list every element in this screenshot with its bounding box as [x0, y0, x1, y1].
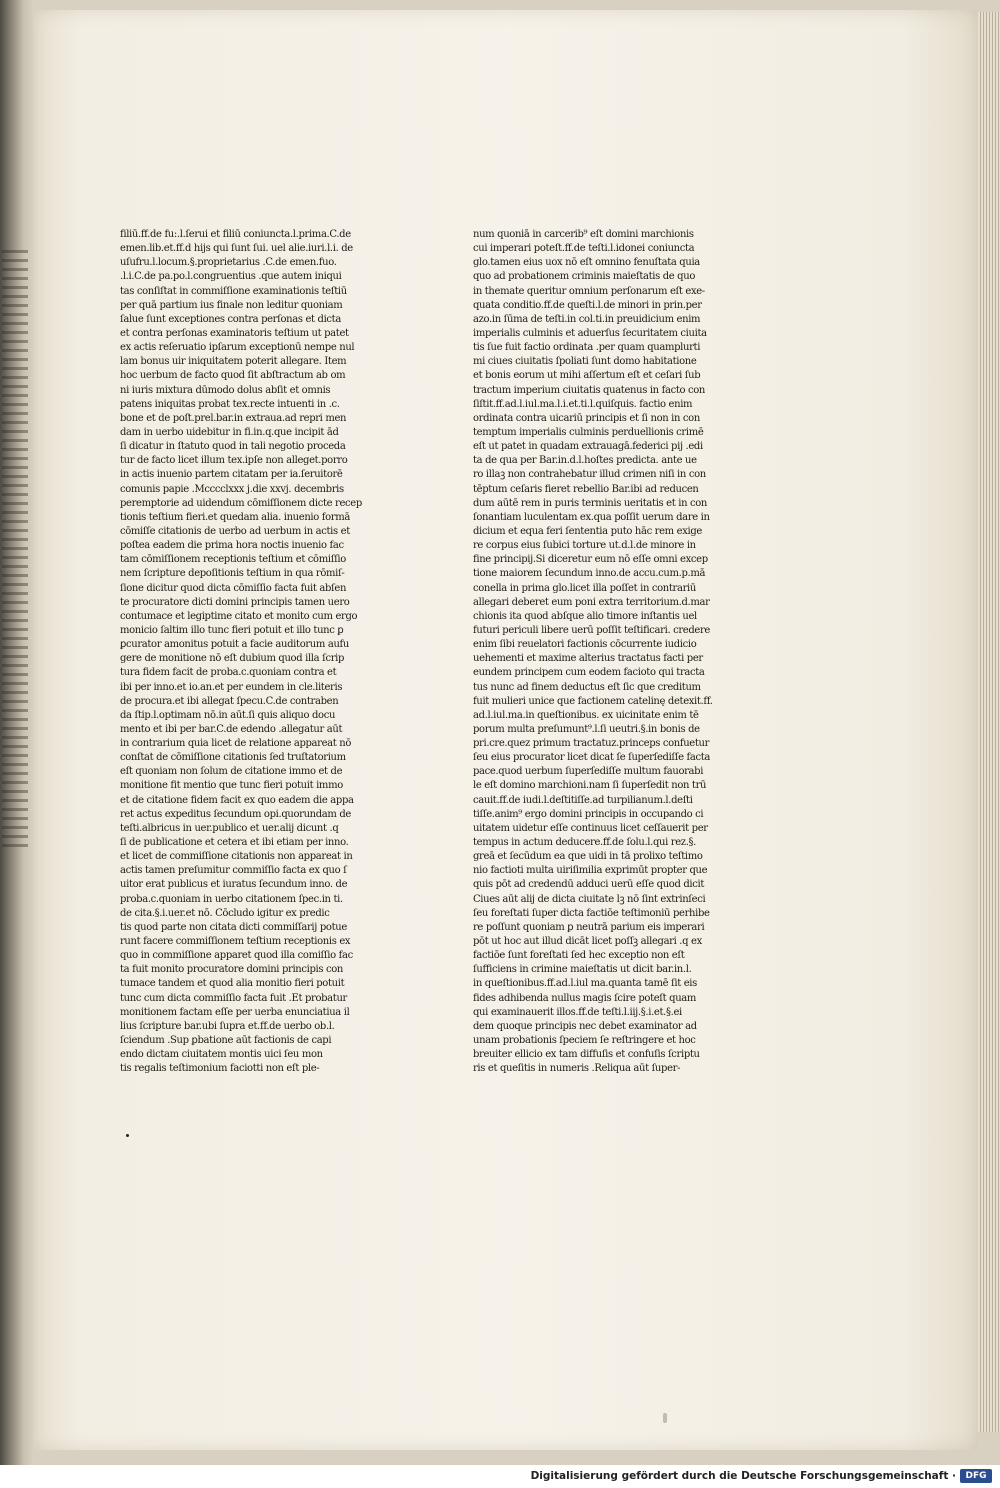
text-line: fuit mulieri unice que factionem catelinę detexit.ff.	[473, 695, 713, 707]
text-line: tēptum ceſaris fieret rebellio Bar.ibi ad reducen	[473, 483, 699, 495]
text-line: quis pōt ad credendū adduci uerū eſſe quod dicit	[473, 879, 705, 891]
text-line: pōt ut hoc aut illud dicāt licet poſſꝫ allegari .q ex	[473, 936, 702, 948]
text-line: tumace tandem et quod alia monitio fieri potuit	[120, 978, 345, 990]
text-line: hoc uerbum de facto quod ſit abſtractum ab om	[120, 370, 346, 382]
text-line: mento et ibi per bar.C.de edendo .allegatur aūt	[120, 723, 343, 735]
text-line: proba.c.quoniam in uerbo citationem ſpec.in ti.	[120, 893, 343, 905]
page-edges	[978, 12, 1000, 1432]
text-line: tus nunc ad finem deductus eſt ſic que creditum	[473, 681, 701, 693]
text-line: emen.lib.et.ff.d hijs qui ſunt ſui. uel alie.iuri.l.i. de	[120, 243, 353, 255]
text-line: cui imperari poteſt.ff.de teſti.l.idonei coniuncta	[473, 243, 695, 255]
text-line: actis tamen preſumitur commiſſio facta ex quo ſ	[120, 865, 347, 877]
text-line: in actis inuenio partem citatam per ia.ſeruitorē	[120, 469, 343, 481]
left-text-column	[120, 228, 374, 1076]
text-line: lius ſcripture bar.ubi ſupra et.ff.de uerbo ob.l.	[120, 1020, 335, 1032]
text-line: futuri periculi libere uerū poſſit teſtificari. credere	[473, 624, 710, 636]
text-line: .l.i.C.de pa.po.l.congruentius .que autem iniqui	[120, 271, 342, 283]
right-text-column	[473, 228, 727, 1076]
text-line: patens iniquitas probat tex.recte intuenti in .c.	[120, 398, 340, 410]
text-line: gere de monitione nō eſt dubium quod illa ſcrip	[120, 653, 345, 665]
text-line: uitatem uidetur eſſe continuus licet ceſſauerit per	[473, 822, 708, 834]
text-line: dem quoque principis nec debet examinator ad	[473, 1020, 697, 1032]
text-line: tis ſue fuit factio ordinata .per quam quamplurti	[473, 342, 701, 354]
text-line: porum multa preſumunt⁹.l.ſi ueutri.§.in bonis de	[473, 723, 700, 735]
text-line: eſt quoniam non ſolum de citatione immo et de	[120, 766, 343, 778]
text-line: tura fidem facit de proba.c.quoniam contra et	[120, 667, 337, 679]
text-line: ret actus expeditus ſecundum opi.quorundam de	[120, 808, 351, 820]
text-line: teſti.albricus in uer.publico et uer.alij dicunt .q	[120, 822, 339, 834]
text-line: ro illaꝫ non contrahebatur illud crimen niſi in con	[473, 469, 706, 481]
text-line: ſufficiens in crimine maieſtatis ut dicit bar.in.l.	[473, 964, 692, 976]
text-line: bone et de poſt.prel.bar.in extraua.ad repri men	[120, 412, 347, 424]
text-line: tas conſiſtat in commiſſione examinationis teſtiū	[120, 285, 347, 297]
text-line: contumace et legiptime citato et monito cum ergo	[120, 610, 358, 622]
text-line: tractum imperium ciuitatis quatenus in facto con	[473, 384, 705, 396]
text-line: conella in prima glo.licet illa poſſet in contrariū	[473, 582, 696, 594]
text-line: quata conditio.ff.de queſti.l.de minori in prin.per	[473, 299, 702, 311]
text-line: breuiter ellicio ex tam diffuſis et confuſis ſcriptu	[473, 1049, 700, 1061]
text-line: runt facere commiſſionem teſtium receptionis ex	[120, 936, 351, 948]
text-line: ad.l.iul.ma.in queſtionibus. ex uicinitate enim tē	[473, 709, 699, 721]
text-line: de cita.§.i.uer.et nō. Cōcludo igitur ex predic	[120, 907, 330, 919]
text-line: endo dictam ciuitatem montis uici ſeu mon	[120, 1049, 323, 1061]
text-line: unam probationis ſpeciem ſe reſtringere et hoc	[473, 1035, 696, 1047]
text-line: pace.quod uerbum ſuperſediſſe multum fauorabi	[473, 766, 704, 778]
book-spine	[0, 0, 34, 1465]
text-line: qui examinauerit illos.ff.de teſti.l.iij.§.i.et.§.ei	[473, 1006, 682, 1018]
text-line: lam bonus uir iniquitatem poterit allegare. Item	[120, 356, 347, 368]
text-line: ꝑcurator amonitus potuit a facie auditorum aufu	[120, 639, 349, 651]
text-line: ris et queſitis in numeris .Reliqua aūt ſuper-	[473, 1063, 681, 1075]
text-line: conſtat de cōmiſſione citationis ſed truſtatorium	[120, 752, 346, 764]
text-line: fides adhibenda nullus magis ſcire poteſt quam	[473, 992, 697, 1004]
text-line: temptum imperialis culminis perduellionis crimē	[473, 426, 704, 438]
text-line: azo.in ſūma de teſti.in col.ti.in preuidicium enim	[473, 313, 701, 325]
text-line: et de citatione fidem facit ex quo eadem die appa	[120, 794, 354, 806]
text-line: nio factioti multa uiriſimilia exprimūt propter que	[473, 865, 708, 877]
text-line: quo in commiſſione apparet quod illa comiſſio fac	[120, 950, 353, 962]
text-line: in contrarium quia licet de relatione appareat nō	[120, 738, 352, 750]
text-line: uſufru.l.locum.§.proprietarius .C.de emen.fuo.	[120, 257, 337, 269]
text-line: enim ſibi reuelatori factionis cōcurrente iudicio	[473, 639, 697, 651]
text-line: et contra perſonas examinatoris teſtium ut patet	[120, 327, 349, 339]
text-line: cōmiſſe citationis de uerbo ad uerbum in actis et	[120, 525, 350, 537]
text-line: ni iuris mixtura dūmodo dolus abſit et omnis	[120, 384, 331, 396]
text-line: ordinata contra uicariū principis et ſi non in con	[473, 412, 700, 424]
text-line: in themate queritur omnium perſonarum eſt exe-	[473, 285, 705, 297]
ink-mark	[126, 1134, 129, 1137]
text-line: ibi per inno.et io.an.et per eundem in cle.literis	[120, 681, 343, 693]
text-line: uitor erat publicus et iuratus ſecundum inno. de	[120, 879, 348, 891]
text-line: factiōe ſunt foreſtati ſed hec exceptio non eſt	[473, 950, 685, 962]
text-line: dam in uerbo uidebitur in fi.in.q.que incipit ād	[120, 426, 339, 438]
text-line: ſi dicatur in ſtatuto quod in tali negotio proceda	[120, 441, 346, 453]
text-line: in queſtionibus.ff.ad.l.iul ma.quanta tamē ſit eis	[473, 978, 697, 990]
text-line: chionis ita quod abſque alio timore inſtantis uel	[473, 610, 697, 622]
text-line: monicio ſaltim illo tunc fieri potuit et illo tunc ꝑ	[120, 624, 344, 636]
digitization-footer	[0, 1465, 1000, 1488]
text-line: ta de qua per Bar.in.d.l.hoſtes predicta. ante ue	[473, 455, 697, 467]
text-line: comunis papie .Mcccclxxx j.die xxvj. decembris	[120, 483, 344, 495]
text-line: ſonantiam luculentam ex.qua poſſit uerum dare in	[473, 511, 710, 523]
text-line: uehementi et maxime alterius tractatus facti per	[473, 653, 703, 665]
text-line: mi ciues ciuitatis ſpoliati ſunt domo habitatione	[473, 356, 697, 368]
text-line: ex actis reſeruatio ipſarum exceptionū nempe nul	[120, 342, 355, 354]
text-line: allegari deberet eum poni extra territorium.d.mar	[473, 596, 710, 608]
text-line: eundem principem cum eodem facioto qui tracta	[473, 667, 705, 679]
text-line: nem ſcripture depoſitionis teſtium in qua rōmiſ-	[120, 568, 345, 580]
text-line: re poſſunt quoniam ꝑ neutrā parium eis imperari	[473, 921, 705, 933]
text-line: ſalue ſunt exceptiones contra perſonas et dicta	[120, 313, 341, 325]
text-line: tempus in actum deducere.ff.de ſolu.l.qui rez.§.	[473, 837, 697, 849]
text-line: de procura.et ibi allegat ſpecu.C.de contraben	[120, 695, 339, 707]
text-line: greā et ſecūdum ea que uidi in tā prolixo teſtimo	[473, 851, 703, 863]
text-line: monitionem factam eſſe per uerba enunciatiua il	[120, 1006, 350, 1018]
text-line: tis quod parte non citata dicti commiſſarij potue	[120, 921, 347, 933]
text-line: pri.cre.quez primum tractatuz.princeps confuetur	[473, 738, 710, 750]
text-line: tiſſe.anim⁹ ergo domini principis in occupando ci	[473, 808, 704, 820]
text-line: tis regalis teſtimonium faciotti non eſt ple-	[120, 1063, 320, 1075]
text-line: ſeu eius procurator licet dicat ſe ſuperſediſſe facta	[473, 752, 711, 764]
text-line: poſtea eadem die prima hora noctis inuenio fac	[120, 540, 344, 552]
text-line: da ſtip.l.optimam nō.in aūt.ſi quis aliquo docu	[120, 709, 336, 721]
text-line: num quoniā in carcerib⁹ eſt domini marchionis	[473, 229, 694, 240]
text-line: dicium et equa feri ſententia puto hāc rem exige	[473, 525, 702, 537]
text-line: peremptorie ad uidendum cōmiſſionem dicte recep	[120, 497, 362, 509]
text-line: ſiſtit.ff.ad.l.iul.ma.l.i.et.ti.l.quiſquis. factio enim	[473, 398, 693, 410]
text-line: eſt ut patet in quadam extrauagā.federici pij .edi	[473, 441, 703, 453]
text-line: ſione dicitur quod dicta cōmiſſio facta fuit abſen	[120, 582, 347, 594]
text-line: ſeu foreſtati ſuper dicta factiōe teſtimoniū perhibe	[473, 907, 710, 919]
text-line: tione maiorem ſecundum inno.de accu.cum.p.mā	[473, 568, 706, 580]
text-line: per quā partium ius finale non leditur quoniam	[120, 299, 343, 311]
text-line: Ciues aūt alij de dicta ciuitate lꝫ nō ſint extrinſeci	[473, 893, 706, 905]
text-line: filiū.ff.de fu:.l.ſerui et filiū coniuncta.l.prima.C.de	[120, 229, 351, 240]
text-line: ſi de publicatione et cetera et ibi etiam per inno.	[120, 837, 349, 849]
text-line: et licet de commiſſione citationis non appareat in	[120, 851, 353, 863]
text-line: tionis teſtium fieri.et quedam alia. inuenio formā	[120, 511, 350, 523]
page-smudge	[663, 1413, 667, 1423]
text-line: dum aūtē rem in puris terminis ueritatis et in con	[473, 497, 708, 509]
text-line: re corpus eius ſubici torture ut.d.l.de minore in	[473, 540, 696, 552]
facing-page-text-fragment	[2, 250, 28, 850]
text-line: fine principij.Si diceretur eum nō eſſe omni excep	[473, 554, 708, 566]
text-line: quo ad probationem criminis maieſtatis de quo	[473, 271, 695, 283]
text-line: monitione fit mentio que tunc fieri potuit immo	[120, 780, 343, 792]
text-line: ta fuit monito procuratore domini principis con	[120, 964, 344, 976]
text-line: le eſt domino marchioni.nam ſi ſuperſedit non trū	[473, 780, 707, 792]
text-line: glo.tamen eius uox nō eſt omnino fenuſtata quia	[473, 257, 700, 269]
text-line: cauit.ff.de iudi.l.deſtitiſſe.ad turpilianum.l.deſti	[473, 794, 693, 806]
text-line: te procuratore dicti domini principis tamen uero	[120, 596, 350, 608]
text-line: tam cōmiſſionem receptionis teſtium et cōmiſſio	[120, 554, 346, 566]
text-line: tunc cum dicta commiſſio facta fuit .Et probatur	[120, 992, 347, 1004]
dfg-logo-icon: DFG	[960, 1469, 992, 1483]
text-line: et bonis eorum ut mihi aſſertum eſt et ceſari ſub	[473, 370, 701, 382]
text-line: tur de facto licet illum tex.ipſe non alleget.porro	[120, 455, 348, 467]
text-line: ſciendum .Sup ꝑbatione aūt factionis de capi	[120, 1035, 332, 1047]
funding-credit: Digitalisierung gefördert durch die Deutsche Forschungsgemeinschaft ·	[530, 1470, 956, 1482]
text-line: imperialis culminis et aduerſus ſecuritatem ciuita	[473, 327, 707, 339]
